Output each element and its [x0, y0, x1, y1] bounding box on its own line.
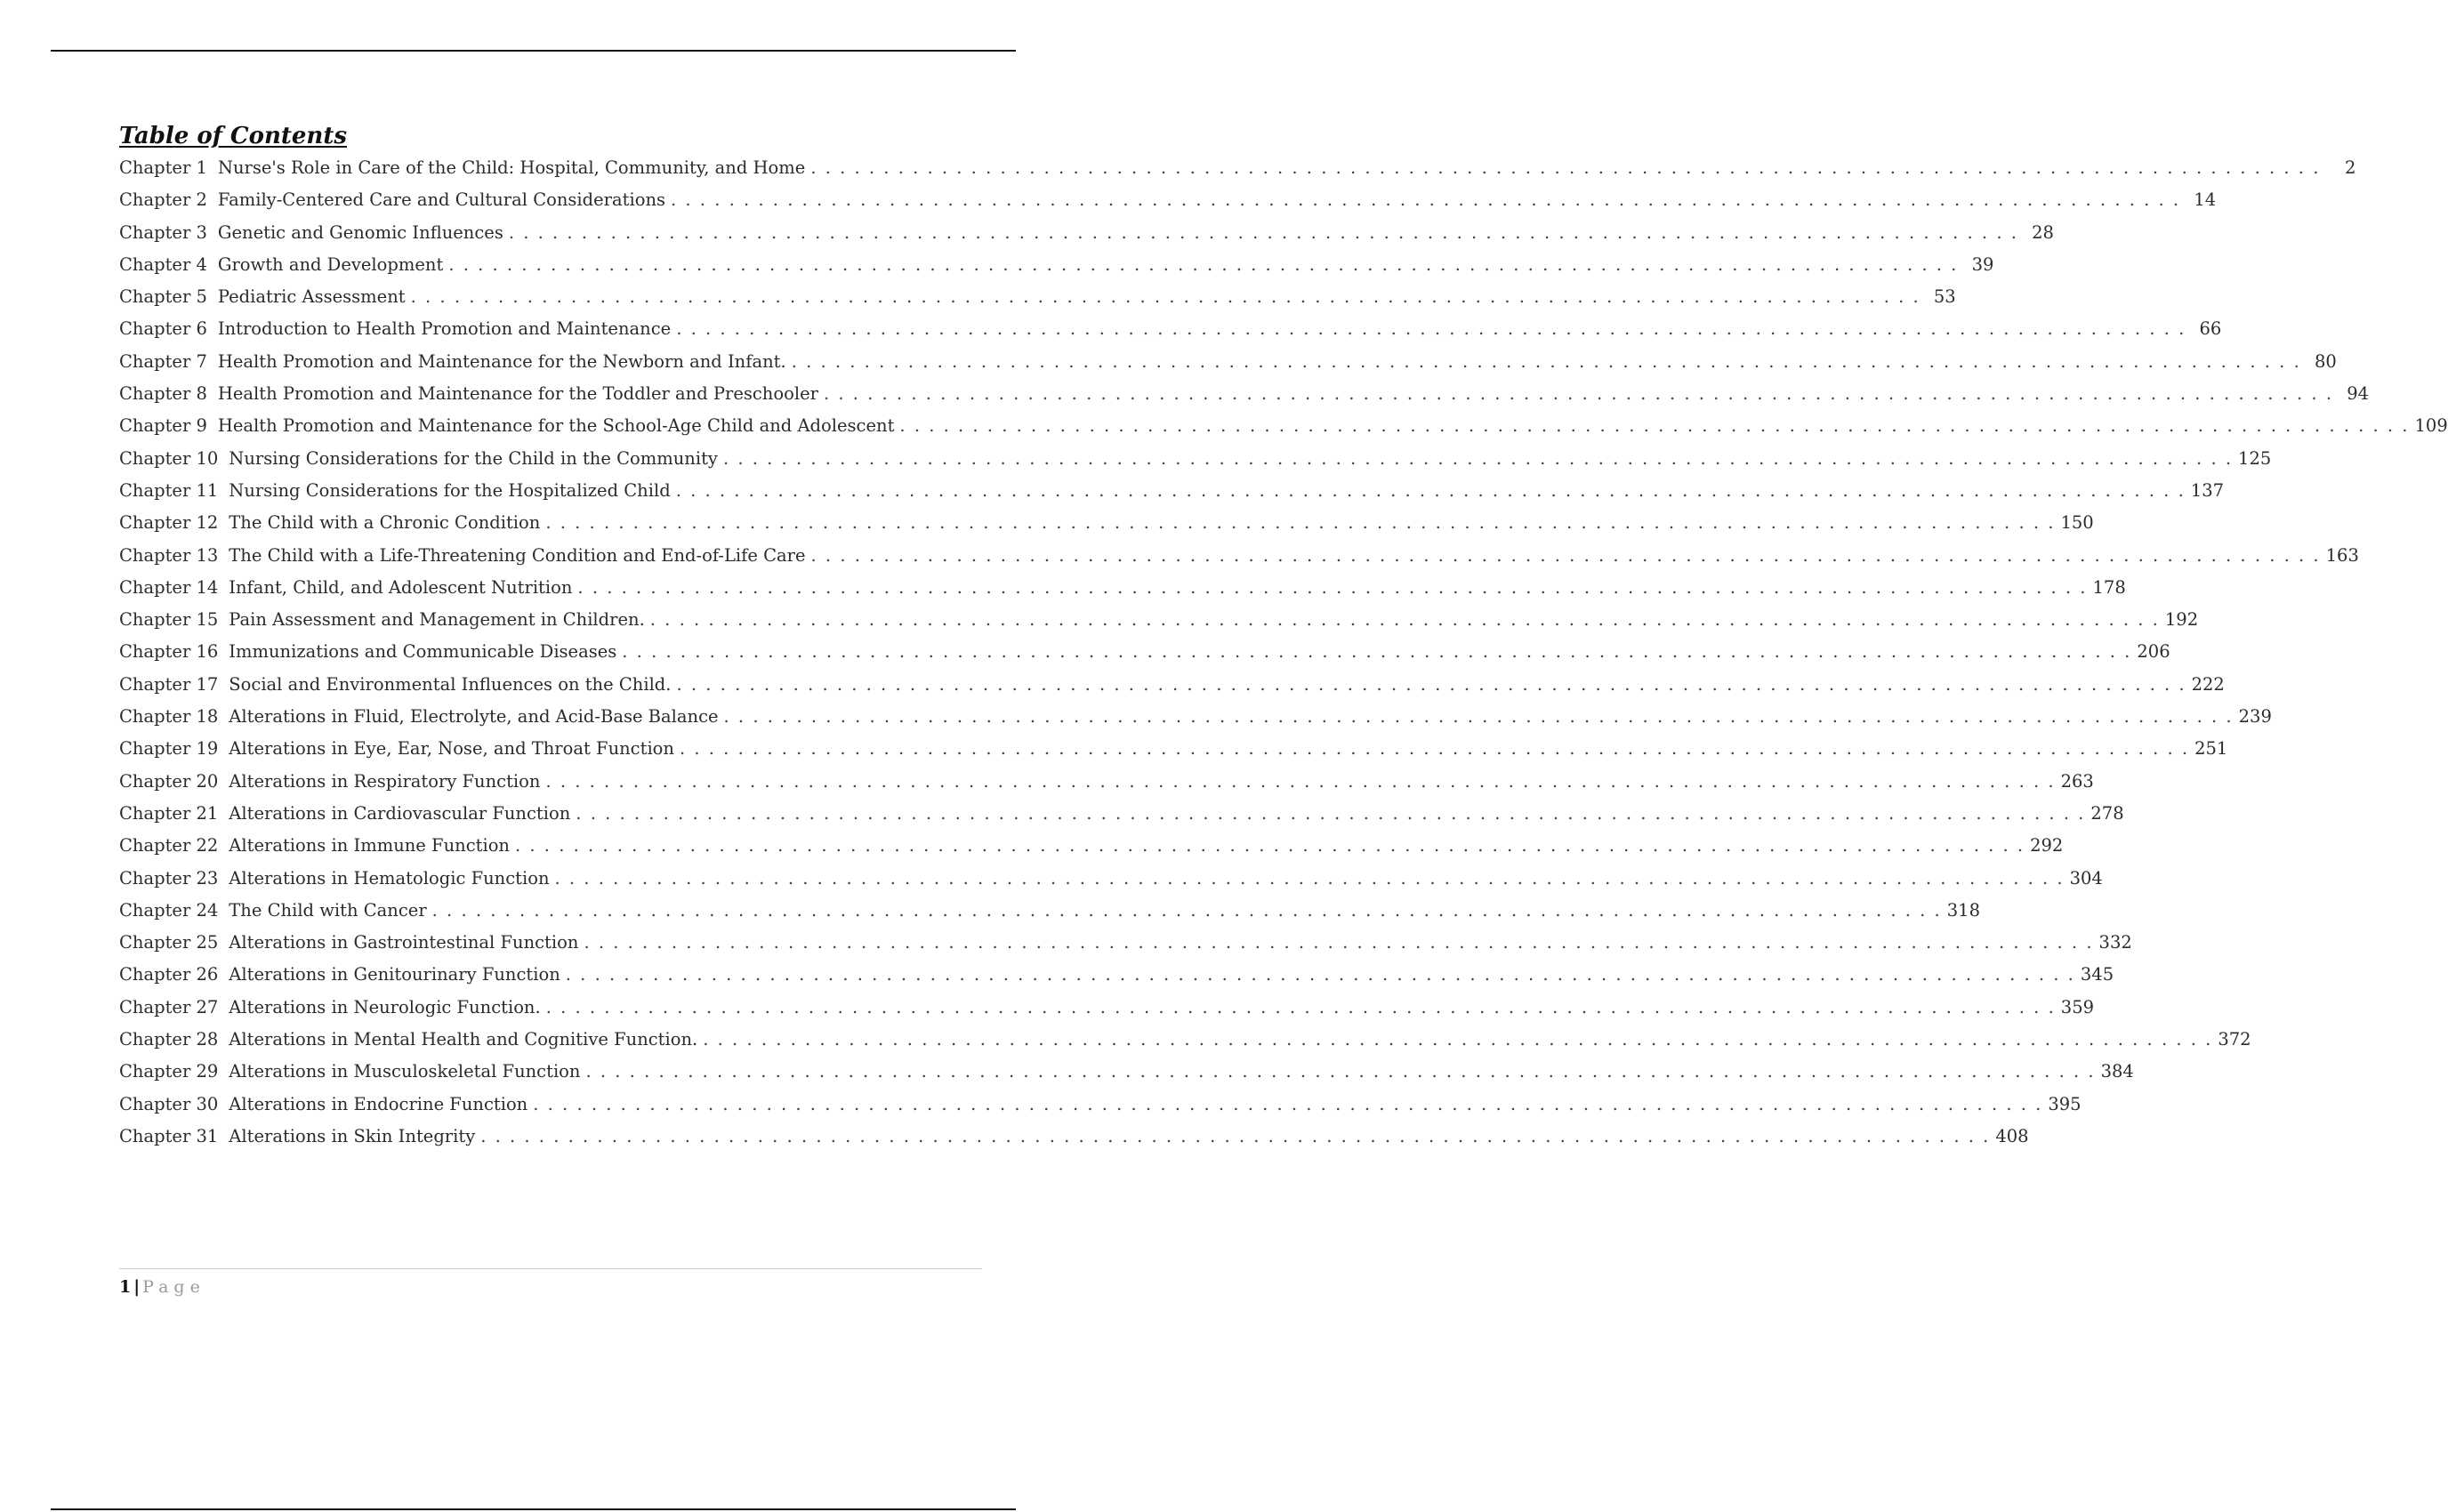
toc-dot-leader — [545, 766, 2055, 798]
toc-chapter-title: Alterations in Cardiovascular Function — [229, 802, 571, 824]
toc-dot-leader — [677, 669, 2186, 701]
toc-chapter-title: Health Promotion and Maintenance for the Toddler and Preschooler — [217, 383, 818, 405]
toc-page-number: 408 — [1995, 1125, 2029, 1146]
toc-chapter-title: The Child with Cancer — [229, 899, 427, 921]
toc-page-number: 395 — [2048, 1093, 2082, 1114]
toc-dot-leader — [585, 1056, 2095, 1088]
toc-chapter-title: Alterations in Immune Function — [229, 835, 510, 857]
toc-dot-leader — [509, 217, 2018, 249]
toc-chapter-title: Social and Environmental Influences on the Child. — [229, 673, 672, 695]
toc-dot-leader — [432, 895, 1942, 927]
toc-chapter-number: Chapter 17 — [119, 673, 219, 695]
toc-entry[interactable] — [119, 636, 2170, 668]
toc-chapter-title: Pain Assessment and Management in Children. — [229, 609, 645, 631]
toc-chapter-number: Chapter 7 — [119, 350, 207, 372]
bottom-rule — [51, 1508, 1016, 1510]
toc-chapter-title: Health Promotion and Maintenance for the Newborn and Infant. — [217, 350, 786, 372]
toc-chapter-number: Chapter 22 — [119, 835, 219, 857]
toc-page-number: 239 — [2238, 706, 2272, 728]
toc-entry[interactable] — [119, 217, 2054, 249]
toc-chapter-number: Chapter 11 — [119, 479, 219, 501]
toc-page-number: 278 — [2090, 802, 2124, 824]
toc-chapter-number: Chapter 3 — [119, 221, 207, 243]
toc-entry[interactable] — [119, 830, 2064, 862]
toc-chapter-number: Chapter 20 — [119, 770, 219, 792]
toc-dot-leader — [680, 733, 2189, 765]
toc-chapter-title: Nurse's Role in Care of the Child: Hospital, Community, and Home — [217, 157, 806, 178]
toc-entry[interactable] — [119, 959, 2114, 991]
toc-page-number: 109 — [2414, 415, 2448, 437]
toc-entry[interactable] — [119, 798, 2124, 830]
toc-page-number: 318 — [1946, 899, 1980, 921]
toc-chapter-title: Alterations in Gastrointestinal Function — [229, 932, 579, 953]
toc-chapter-title: Alterations in Respiratory Function — [229, 770, 541, 792]
toc-chapter-title: Alterations in Mental Health and Cognitive Function. — [229, 1029, 698, 1050]
toc-chapter-title: Genetic and Genomic Influences — [217, 221, 503, 243]
toc-entry[interactable] — [119, 281, 1956, 313]
toc-page-number: 14 — [2194, 189, 2217, 211]
footer-separator: | — [133, 1277, 141, 1297]
toc-entry[interactable] — [119, 895, 1980, 927]
toc-page-number: 53 — [1933, 286, 1956, 308]
toc-chapter-number: Chapter 16 — [119, 641, 219, 663]
toc-chapter-number: Chapter 31 — [119, 1125, 219, 1146]
toc-entry[interactable] — [119, 540, 2359, 572]
toc-entry[interactable] — [119, 604, 2199, 636]
page-footer — [119, 1268, 982, 1298]
toc-chapter-title: Growth and Development — [217, 253, 444, 275]
toc-page-number: 372 — [2218, 1029, 2251, 1050]
toc-chapter-number: Chapter 10 — [119, 447, 219, 469]
toc-page-number: 345 — [2080, 964, 2114, 985]
toc-list — [119, 152, 2448, 1153]
toc-entry[interactable] — [119, 701, 2272, 733]
toc-dot-leader — [566, 959, 2075, 991]
toc-dot-leader — [810, 152, 2320, 184]
toc-chapter-title: The Child with a Life-Threatening Condition and End-of-Life Care — [229, 544, 806, 566]
toc-page-number: 66 — [2199, 318, 2222, 340]
toc-page-number: 2 — [2344, 157, 2356, 178]
toc-entry[interactable] — [119, 1089, 2082, 1121]
toc-chapter-title: Nursing Considerations for the Child in the Community — [229, 447, 718, 469]
toc-entry[interactable] — [119, 927, 2132, 959]
toc-chapter-title: Alterations in Fluid, Electrolyte, and Acid-Base Balance — [229, 706, 719, 728]
toc-entry[interactable] — [119, 507, 2094, 539]
toc-chapter-title: Alterations in Endocrine Function — [229, 1093, 528, 1114]
toc-chapter-number: Chapter 24 — [119, 899, 219, 921]
toc-entry[interactable] — [119, 346, 2337, 378]
toc-entry[interactable] — [119, 410, 2448, 442]
toc-page-number: 206 — [2137, 641, 2170, 663]
toc-chapter-title: Family-Centered Care and Cultural Considerations — [217, 189, 666, 211]
footer-page-number: 1 — [119, 1277, 132, 1297]
toc-entry[interactable] — [119, 766, 2094, 798]
toc-chapter-number: Chapter 18 — [119, 706, 219, 728]
toc-page-number: 304 — [2069, 867, 2103, 889]
toc-entry[interactable] — [119, 1056, 2134, 1088]
toc-dot-leader — [671, 184, 2180, 216]
toc-entry[interactable] — [119, 992, 2095, 1024]
toc-chapter-number: Chapter 15 — [119, 609, 219, 631]
toc-chapter-number: Chapter 6 — [119, 318, 207, 340]
toc-chapter-title: Immunizations and Communicable Diseases — [229, 641, 617, 663]
toc-chapter-number: Chapter 5 — [119, 286, 207, 308]
toc-dot-leader — [899, 410, 2409, 442]
toc-chapter-number: Chapter 23 — [119, 867, 219, 889]
toc-dot-leader — [555, 863, 2065, 895]
toc-chapter-title: Infant, Child, and Adolescent Nutrition — [229, 576, 573, 598]
toc-chapter-number: Chapter 28 — [119, 1029, 219, 1050]
toc-dot-leader — [724, 701, 2234, 733]
toc-page-number: 178 — [2092, 576, 2126, 598]
toc-chapter-number: Chapter 27 — [119, 996, 219, 1017]
toc-chapter-title: Introduction to Health Promotion and Maintenance — [217, 318, 672, 340]
toc-dot-leader — [811, 540, 2321, 572]
toc-entry[interactable] — [119, 152, 2356, 184]
toc-dot-leader — [448, 249, 1958, 281]
toc-chapter-number: Chapter 1 — [119, 157, 207, 178]
toc-page-number: 125 — [2238, 447, 2272, 469]
toc-chapter-number: Chapter 21 — [119, 802, 219, 824]
toc-entry[interactable] — [119, 1121, 2029, 1153]
toc-entry[interactable] — [119, 1024, 2251, 1056]
toc-chapter-number: Chapter 9 — [119, 415, 207, 437]
toc-page-number: 94 — [2347, 383, 2370, 405]
toc-dot-leader — [411, 281, 1921, 313]
toc-entry[interactable] — [119, 249, 1994, 281]
toc-chapter-title: The Child with a Chronic Condition — [229, 512, 541, 534]
toc-chapter-number: Chapter 13 — [119, 544, 219, 566]
toc-chapter-title: Nursing Considerations for the Hospitalized Child — [229, 479, 671, 501]
toc-chapter-number: Chapter 14 — [119, 576, 219, 598]
toc-chapter-title: Alterations in Neurologic Function. — [229, 996, 541, 1017]
toc-entry[interactable] — [119, 669, 2225, 701]
toc-page-number: 39 — [1971, 253, 1994, 275]
toc-chapter-number: Chapter 25 — [119, 932, 219, 953]
toc-chapter-number: Chapter 2 — [119, 189, 207, 211]
toc-dot-leader — [480, 1121, 1990, 1153]
toc-chapter-number: Chapter 8 — [119, 383, 207, 405]
toc-dot-leader — [824, 378, 2333, 410]
toc-dot-leader — [650, 604, 2160, 636]
toc-entry[interactable] — [119, 443, 2272, 475]
toc-entry[interactable] — [119, 378, 2370, 410]
toc-dot-leader — [584, 927, 2093, 959]
toc-entry[interactable] — [119, 313, 2222, 345]
table-of-contents — [119, 120, 2448, 1153]
toc-entry[interactable] — [119, 184, 2217, 216]
toc-chapter-title: Alterations in Hematologic Function — [229, 867, 550, 889]
toc-page-number: 222 — [2191, 673, 2225, 695]
toc-page-number: 292 — [2030, 835, 2064, 857]
toc-dot-leader — [676, 475, 2186, 507]
toc-chapter-title: Alterations in Eye, Ear, Nose, and Throat Function — [229, 738, 674, 760]
toc-page-number: 192 — [2164, 609, 2199, 631]
toc-dot-leader — [576, 798, 2085, 830]
toc-page-number: 163 — [2325, 544, 2359, 566]
toc-dot-leader — [545, 507, 2055, 539]
toc-page-number: 251 — [2194, 738, 2228, 760]
toc-chapter-number: Chapter 19 — [119, 738, 219, 760]
toc-dot-leader — [577, 572, 2087, 604]
top-rule — [51, 50, 1016, 52]
toc-chapter-title: Health Promotion and Maintenance for the School-Age Child and Adolescent — [217, 415, 895, 437]
toc-page-number: 137 — [2190, 479, 2225, 501]
toc-chapter-number: Chapter 12 — [119, 512, 219, 534]
toc-dot-leader — [723, 443, 2233, 475]
toc-chapter-number: Chapter 26 — [119, 964, 219, 985]
toc-entry[interactable] — [119, 863, 2103, 895]
toc-dot-leader — [515, 830, 2025, 862]
toc-page-number: 150 — [2060, 512, 2094, 534]
toc-chapter-title: Alterations in Musculoskeletal Function — [229, 1061, 581, 1082]
toc-dot-leader — [622, 636, 2131, 668]
toc-chapter-title: Alterations in Genitourinary Function — [229, 964, 560, 985]
toc-dot-leader — [676, 313, 2186, 345]
toc-dot-leader — [703, 1024, 2212, 1056]
toc-chapter-title: Pediatric Assessment — [217, 286, 406, 308]
toc-dot-leader — [533, 1089, 2042, 1121]
toc-entry[interactable] — [119, 733, 2228, 765]
toc-chapter-number: Chapter 29 — [119, 1061, 219, 1082]
toc-title: Table of Contents — [119, 123, 347, 149]
toc-chapter-title: Alterations in Skin Integrity — [229, 1125, 476, 1146]
toc-page-number: 359 — [2060, 996, 2095, 1017]
toc-chapter-number: Chapter 4 — [119, 253, 207, 275]
toc-page-number: 80 — [2314, 350, 2337, 372]
toc-page-number: 384 — [2100, 1061, 2134, 1082]
toc-page-number: 332 — [2098, 932, 2132, 953]
toc-entry[interactable] — [119, 572, 2126, 604]
toc-page-number: 263 — [2060, 770, 2094, 792]
toc-chapter-number: Chapter 30 — [119, 1093, 219, 1114]
toc-page-number: 28 — [2032, 221, 2054, 243]
toc-dot-leader — [792, 346, 2301, 378]
toc-dot-leader — [546, 992, 2056, 1024]
toc-entry[interactable] — [119, 475, 2225, 507]
footer-page-label: Page — [142, 1277, 205, 1297]
